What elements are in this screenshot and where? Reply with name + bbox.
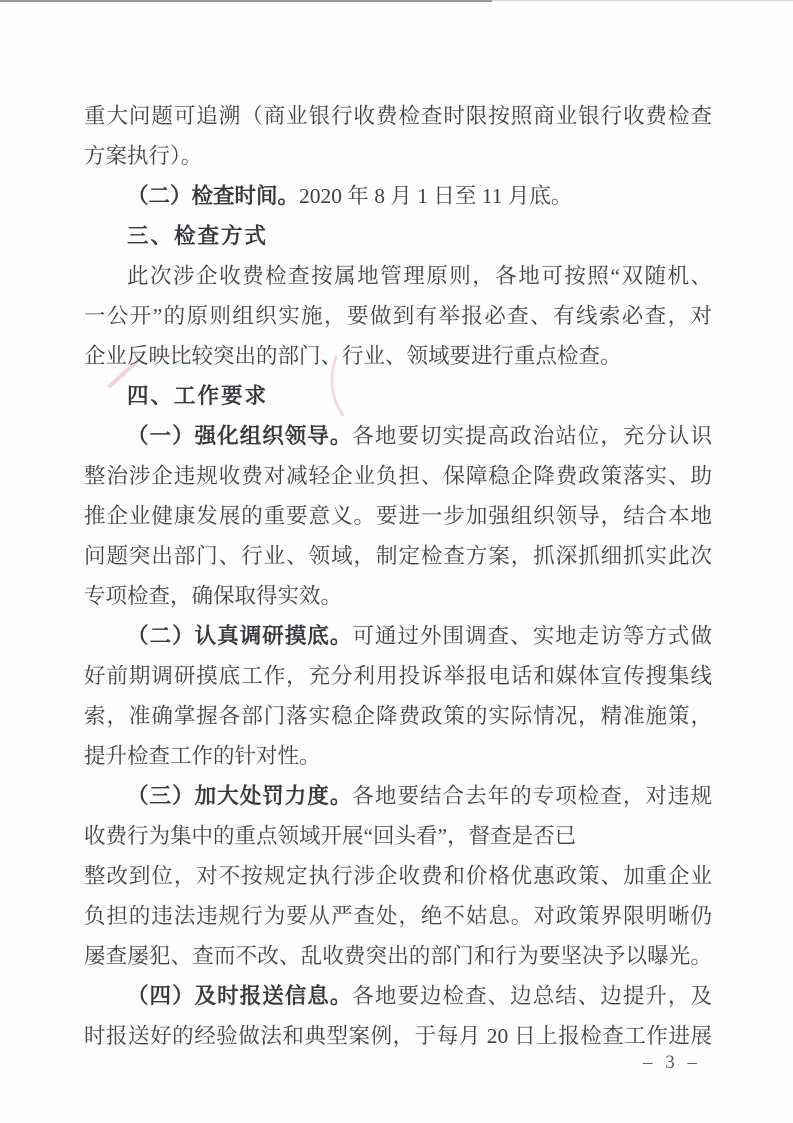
emphasis-text: 三、检查方式: [127, 224, 269, 248]
text-line: [84, 136, 712, 176]
text-line: [84, 1016, 712, 1056]
body-text: 提升检查工作的针对性。: [84, 744, 321, 768]
emphasis-text: （一）强化组织领导。: [127, 424, 353, 448]
page-number: – 3 –: [643, 1052, 701, 1073]
text-line: [84, 656, 712, 696]
body-text: 时报送好的经验做法和典型案例，于每月 20 日上报检查工作进展: [84, 1024, 712, 1048]
section-heading: [84, 216, 712, 256]
body-text: 屡查屡犯、查而不改、乱收费突出的部门和行为要坚决予以曝光。: [84, 944, 712, 968]
body-text: 重大问题可追溯（商业银行收费检查时限按照商业银行收费检查: [84, 104, 712, 128]
body-text: 负担的违法违规行为要从严查处，绝不姑息。对政策界限明晰仍: [84, 904, 712, 928]
text-line: [84, 96, 712, 136]
text-line: [84, 256, 712, 296]
body-text: 方案执行）。: [84, 144, 203, 168]
scan-edge-artifact: [0, 0, 492, 2]
body-text: 此次涉企收费检查按属地管理原则，各地可按照“双随机、: [127, 264, 712, 288]
emphasis-text: 四、工作要求: [127, 384, 269, 408]
text-line: [84, 896, 712, 936]
body-text: 专项检查，确保取得实效。: [84, 584, 343, 608]
body-text: 各地要切实提高政治站位，充分认识: [352, 424, 712, 448]
document-body: [84, 96, 712, 1056]
text-line: [84, 696, 712, 736]
body-text: 收费行为集中的重点领域开展“回头看”，督查是否已: [84, 824, 577, 848]
text-line: [84, 416, 712, 456]
body-text: 好前期调研摸底工作，充分利用投诉举报电话和媒体宣传搜集线: [84, 664, 712, 688]
text-line: [84, 456, 712, 496]
text-line: [84, 536, 712, 576]
text-line: [84, 976, 712, 1016]
body-text: 2020 年 8 月 1 日至 11 月底。: [299, 184, 573, 208]
text-line: [84, 816, 712, 856]
section-heading: [84, 376, 712, 416]
body-text: 各地要边检查、边总结、边提升，及: [352, 984, 712, 1008]
body-text: 企业反映比较突出的部门、行业、领域要进行重点检查。: [84, 344, 622, 368]
body-text: 推企业健康发展的重要意义。要进一步加强组织领导，结合本地: [84, 504, 712, 528]
text-line: [84, 616, 712, 656]
text-line: [84, 856, 712, 896]
body-text: 可通过外围调查、实地走访等方式做: [352, 624, 712, 648]
text-line: [84, 336, 712, 376]
body-text: 各地要结合去年的专项检查，对违规: [352, 784, 712, 808]
text-line: [84, 776, 712, 816]
body-text: 索，准确掌握各部门落实稳企降费政策的实际情况，精准施策，: [84, 704, 712, 728]
text-line: [84, 576, 712, 616]
text-line: [84, 296, 712, 336]
text-line: [84, 736, 712, 776]
emphasis-text: （二）检查时间。: [127, 184, 300, 208]
emphasis-text: （三）加大处罚力度。: [127, 784, 353, 808]
body-text: 整改到位，对不按规定执行涉企收费和价格优惠政策、加重企业: [84, 864, 712, 888]
body-text: 问题突出部门、行业、领域，制定检查方案，抓深抓细抓实此次: [84, 544, 712, 568]
body-text: 一公开”的原则组织实施，要做到有举报必查、有线索必查，对: [84, 304, 712, 328]
emphasis-text: （二）认真调研摸底。: [127, 624, 353, 648]
emphasis-text: （四）及时报送信息。: [127, 984, 353, 1008]
text-line: [84, 176, 712, 216]
scan-edge-artifact-faint: [492, 0, 793, 1]
body-text: 整治涉企违规收费对减轻企业负担、保障稳企降费政策落实、助: [84, 464, 712, 488]
text-line: [84, 496, 712, 536]
text-line: [84, 936, 712, 976]
